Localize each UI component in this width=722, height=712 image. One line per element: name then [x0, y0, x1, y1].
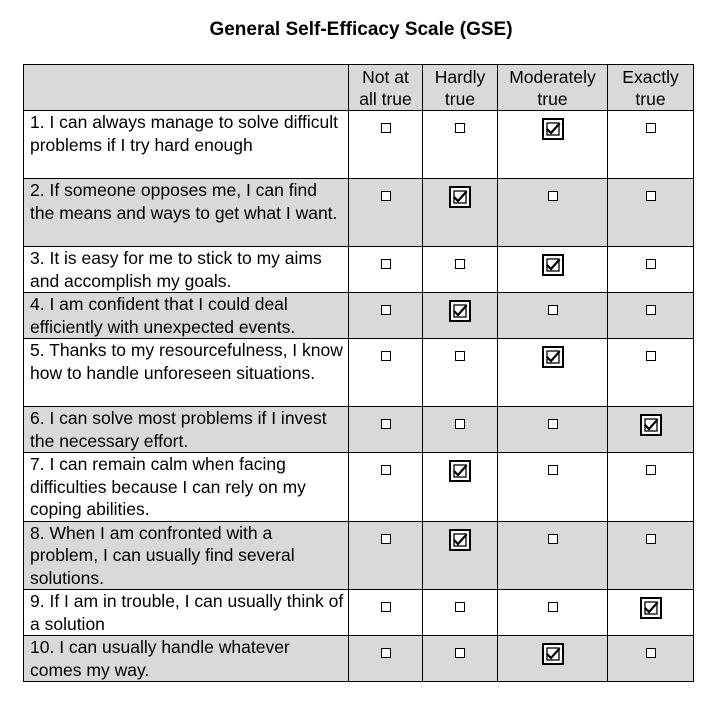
response-cell-moderately-true[interactable]	[498, 590, 608, 636]
checkbox-empty-icon[interactable]	[646, 305, 656, 315]
checkbox-empty-icon[interactable]	[646, 465, 656, 475]
response-cell-not-at-all-true[interactable]	[349, 636, 423, 682]
checkbox-empty-icon[interactable]	[455, 419, 465, 429]
statement-cell: 3. It is easy for me to stick to my aims and accomplish my goals.	[24, 247, 349, 293]
response-cell-exactly-true[interactable]	[608, 453, 694, 522]
response-cell-hardly-true[interactable]	[423, 590, 498, 636]
header-row	[24, 65, 694, 111]
statement-cell: 2. If someone opposes me, I can find the means and ways to get what I want.	[24, 179, 349, 247]
header-label-line1: Exactly	[622, 67, 679, 87]
checkbox-empty-icon[interactable]	[646, 534, 656, 544]
checkbox-empty-icon[interactable]	[455, 351, 465, 361]
table-row	[24, 407, 694, 453]
checkbox-empty-icon[interactable]	[548, 191, 558, 201]
checkbox-empty-icon[interactable]	[381, 419, 391, 429]
response-cell-exactly-true[interactable]	[608, 521, 694, 590]
checkbox-checked-icon[interactable]	[640, 597, 662, 619]
checkbox-empty-icon[interactable]	[455, 602, 465, 612]
statement-cell: 6. I can solve most problems if I invest the necessary effort.	[24, 407, 349, 453]
statement-cell: 1. I can always manage to solve difficult problems if I try hard enough	[24, 111, 349, 179]
checkbox-empty-icon[interactable]	[381, 305, 391, 315]
header-label-line1: Hardly	[434, 67, 486, 87]
checkbox-empty-icon[interactable]	[455, 259, 465, 269]
header-label-line2: true	[444, 89, 476, 109]
statement-cell: 4. I am confident that I could deal efficiently with unexpected events.	[24, 293, 349, 339]
table-header	[24, 65, 694, 111]
response-cell-hardly-true[interactable]	[423, 293, 498, 339]
response-cell-hardly-true[interactable]	[423, 111, 498, 179]
response-cell-moderately-true[interactable]	[498, 179, 608, 247]
header-label-line2: all true	[359, 89, 412, 109]
header-label-line1: Moderately	[509, 67, 596, 87]
checkbox-empty-icon[interactable]	[548, 465, 558, 475]
checkbox-empty-icon[interactable]	[548, 534, 558, 544]
checkbox-empty-icon[interactable]	[381, 534, 391, 544]
checkbox-checked-icon[interactable]	[542, 254, 564, 276]
table-row	[24, 521, 694, 590]
checkbox-empty-icon[interactable]	[646, 123, 656, 133]
checkbox-checked-icon[interactable]	[449, 529, 471, 551]
checkbox-empty-icon[interactable]	[381, 465, 391, 475]
response-cell-exactly-true[interactable]	[608, 247, 694, 293]
page-title: General Self-Efficacy Scale (GSE)	[209, 19, 513, 40]
response-cell-moderately-true[interactable]	[498, 293, 608, 339]
checkbox-empty-icon[interactable]	[548, 305, 558, 315]
header-label-line2: true	[635, 89, 666, 109]
response-cell-exactly-true[interactable]	[608, 339, 694, 407]
checkbox-empty-icon[interactable]	[381, 602, 391, 612]
table-row	[24, 293, 694, 339]
checkbox-checked-icon[interactable]	[449, 460, 471, 482]
header-not-at-all-true	[349, 65, 423, 111]
response-cell-not-at-all-true[interactable]	[349, 521, 423, 590]
checkbox-checked-icon[interactable]	[542, 346, 564, 368]
checkbox-empty-icon[interactable]	[455, 123, 465, 133]
response-cell-not-at-all-true[interactable]	[349, 453, 423, 522]
response-cell-moderately-true[interactable]	[498, 636, 608, 682]
response-cell-not-at-all-true[interactable]	[349, 339, 423, 407]
response-cell-moderately-true[interactable]	[498, 339, 608, 407]
response-cell-moderately-true[interactable]	[498, 521, 608, 590]
checkbox-checked-icon[interactable]	[640, 414, 662, 436]
header-label-line1: Not at	[362, 67, 409, 87]
table-row	[24, 247, 694, 293]
response-cell-hardly-true[interactable]	[423, 521, 498, 590]
header-moderately-true	[498, 65, 608, 111]
checkbox-empty-icon[interactable]	[381, 351, 391, 361]
checkbox-empty-icon[interactable]	[381, 648, 391, 658]
response-cell-exactly-true[interactable]	[608, 590, 694, 636]
checkbox-empty-icon[interactable]	[646, 351, 656, 361]
response-cell-hardly-true[interactable]	[423, 339, 498, 407]
checkbox-empty-icon[interactable]	[381, 123, 391, 133]
checkbox-empty-icon[interactable]	[548, 602, 558, 612]
response-cell-not-at-all-true[interactable]	[349, 179, 423, 247]
header-hardly-true	[423, 65, 498, 111]
response-cell-moderately-true[interactable]	[498, 407, 608, 453]
checkbox-empty-icon[interactable]	[646, 259, 656, 269]
response-cell-exactly-true[interactable]	[608, 293, 694, 339]
response-cell-hardly-true[interactable]	[423, 407, 498, 453]
table-row	[24, 453, 694, 522]
table-row	[24, 636, 694, 682]
checkbox-checked-icon[interactable]	[542, 118, 564, 140]
response-cell-not-at-all-true[interactable]	[349, 293, 423, 339]
checkbox-empty-icon[interactable]	[548, 419, 558, 429]
response-cell-not-at-all-true[interactable]	[349, 247, 423, 293]
checkbox-checked-icon[interactable]	[449, 300, 471, 322]
checkbox-empty-icon[interactable]	[455, 648, 465, 658]
response-cell-moderately-true[interactable]	[498, 247, 608, 293]
response-cell-hardly-true[interactable]	[423, 453, 498, 522]
statement-cell: 10. I can usually handle whatever comes my way.	[24, 636, 349, 682]
table-body	[24, 111, 694, 682]
response-cell-hardly-true[interactable]	[423, 179, 498, 247]
checkbox-empty-icon[interactable]	[381, 259, 391, 269]
table-row	[24, 590, 694, 636]
response-cell-moderately-true[interactable]	[498, 111, 608, 179]
response-cell-hardly-true[interactable]	[423, 247, 498, 293]
checkbox-empty-icon[interactable]	[646, 191, 656, 201]
checkbox-empty-icon[interactable]	[646, 648, 656, 658]
checkbox-checked-icon[interactable]	[542, 643, 564, 665]
table-row	[24, 339, 694, 407]
checkbox-checked-icon[interactable]	[449, 186, 471, 208]
response-cell-exactly-true[interactable]	[608, 111, 694, 179]
header-exactly-true	[608, 65, 694, 111]
response-cell-not-at-all-true[interactable]	[349, 407, 423, 453]
response-cell-not-at-all-true[interactable]	[349, 111, 423, 179]
statement-cell: 7. I can remain calm when facing difficulties because I can rely on my coping abilities.	[24, 453, 349, 522]
table-row	[24, 179, 694, 247]
statement-cell: 8. When I am confronted with a problem, I can usually find several solutions.	[24, 521, 349, 590]
response-cell-not-at-all-true[interactable]	[349, 590, 423, 636]
response-cell-exactly-true[interactable]	[608, 179, 694, 247]
statement-cell: 5. Thanks to my resourcefulness, I know how to handle unforeseen situations.	[24, 339, 349, 407]
statement-cell: 9. If I am in trouble, I can usually think of a solution	[24, 590, 349, 636]
table-row	[24, 111, 694, 179]
response-cell-exactly-true[interactable]	[608, 636, 694, 682]
response-cell-hardly-true[interactable]	[423, 636, 498, 682]
header-label-line2: true	[537, 89, 568, 109]
gse-table	[23, 64, 694, 682]
response-cell-exactly-true[interactable]	[608, 407, 694, 453]
header-statement-cell	[24, 65, 349, 111]
response-cell-moderately-true[interactable]	[498, 453, 608, 522]
checkbox-empty-icon[interactable]	[381, 191, 391, 201]
